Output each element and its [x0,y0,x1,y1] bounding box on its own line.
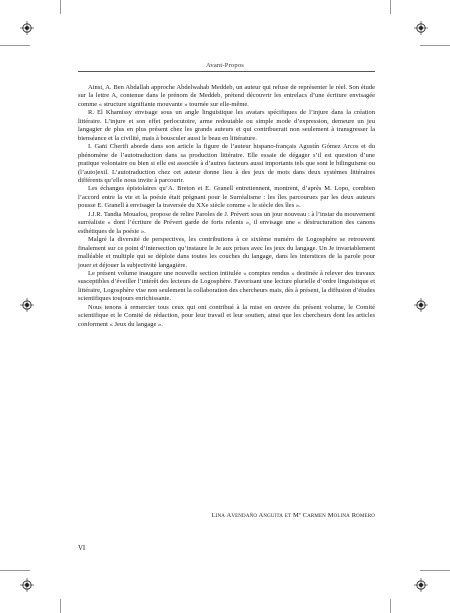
header-rule [78,71,375,72]
paragraph: Ainsi, A. Ben Abdallah approche Abdelwahab Meddeb, un auteur qui refuse de représenter le réel. Son étude sur la lettre A, contenue dans le prénom de Meddeb, prétend découvrir les entrelacs d’une écriture envisagée comme « structure signifiante mouvante » tournée sur elle-même. [78,84,375,108]
registration-mark-bottom-right [414,578,428,592]
registration-mark-mid-right [414,298,428,312]
crop-line [420,45,450,46]
crop-line [0,570,30,571]
crop-line [390,0,391,14]
author-signature: Lina Avendaño Anguita et Mª Carmen Molina Romero [211,512,375,519]
paragraph: Nous tenons à remercier tous ceux qui ont contribué à la mise en œuvre du présent volume, le Comité scientifique et le Comité de rédaction, pour leur travail et leur soutien, ainsi que les chercheurs dont les articles conforment « Jeux du langage ». [78,303,375,328]
paragraph: R. El Khamissy envisage sous un angle linguistique les avatars spécifiques de l’injure dans la création littéraire. L’injure et son effet perlocutoire, arme redoutable ou simple mode d’expression, demeure un jeu langagier de plus en plus présent chez les grands auteurs et qui contribuerait non seulement à transgresser la bienséance et la civilité, mais à bousculer aussi le beau en littérature. [78,109,375,142]
paragraph: J.J.R. Tandia Mouafou, propose de relire Paroles de J. Prévert sous un jour nouveau : à l’instar du mouvement surréaliste « dont l’écriture de Prévert garde de forts relents », il envisage une « déstructuration des canons esthétiques de la poésie ». [78,210,375,235]
registration-mark-top-left [20,21,34,35]
paragraph: Les échanges épistolaires qu’A. Breton et E. Granell entretiennent, montrent, d’après M. Lopo, combien l’accord entre la vie et la poésie était prégnant pour le Surréalisme : les îles parcourues par les deux auteurs pousse E. Granell à envisager la traversée du XXe siècle comme « le siècle des îles ». [78,185,375,210]
crop-line [390,599,391,613]
body-text [78,84,375,329]
paragraph: Le présent volume inaugure une nouvelle section intitulée « comptes rendus » destinée à relever des travaux susceptibles d’éveiller l’intérêt des lecteurs de Logosphère. Favorisant une lecture plurielle d’ordre linguistique et littéraire, Logosphère vise non seulement la collaboration des chercheurs mais, dès à présent, la diffusion d’études scientifiques toujours enrichissante. [78,269,375,303]
page-number: VI [78,545,86,552]
running-head: Avant-Propos [205,62,245,69]
crop-line [0,45,30,46]
crop-line [60,599,61,613]
paragraph: I. Gaṅi Cherifi aborde dans son article la figure de l’auteur hispano-français Agustín Gómez Arcos et du phénomène de l’autotraduction dans sa production littéraire. Elle essaie de dégager s’il est question d’une pratique volontaire ou bien si elle est associée à d’autres facteurs aussi importants tels que sont le bilinguisme ou (l’auto)exil. L’autotraduction chez cet auteur donne lieu à des jeux de mots dans deux systèmes littéraires différents qu’elle nous invite à parcourir. [78,143,375,184]
registration-mark-mid-left [20,298,34,312]
crop-line [60,0,61,14]
crop-line [420,570,450,571]
paragraph: Malgré la diversité de perspectives, les contributions à ce sixième numéro de Logosphère se retrouvent finalement sur ce point d’intersection qu’instaure le Je aux prises avec les jeux du langage. Un Je invariablement malléable et multiple qui se déploie dans toutes les couches du langage, dans les interstices de la parole pour jouer et déjouer la subjectivité langagière. [78,236,375,269]
registration-mark-top-right [414,21,428,35]
registration-mark-bottom-left [20,578,34,592]
